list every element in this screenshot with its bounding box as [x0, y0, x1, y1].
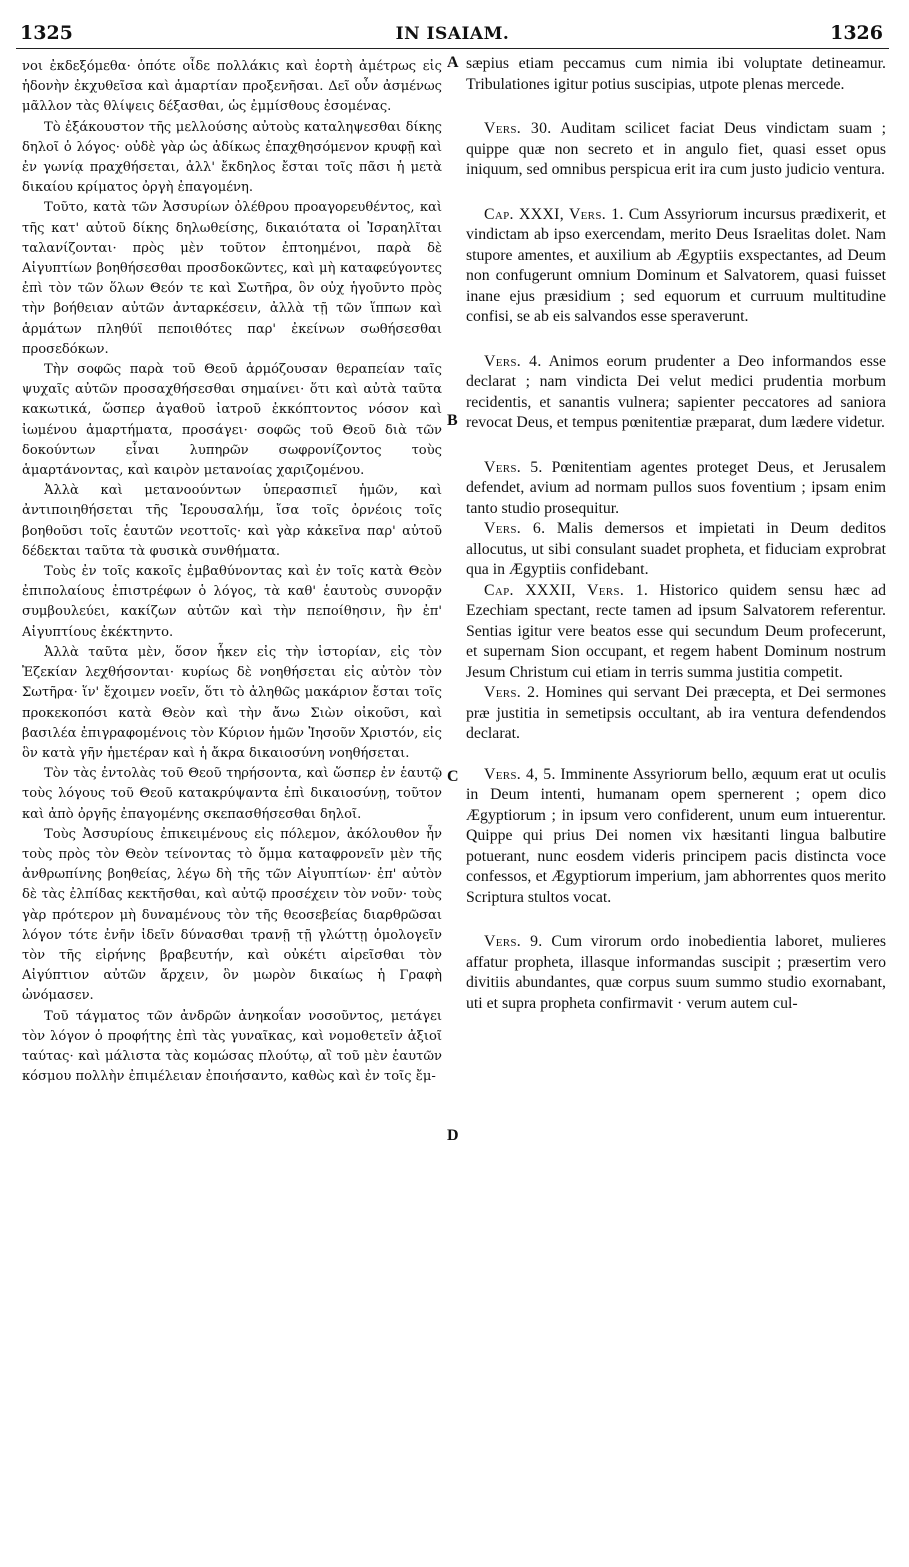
verse-reference: Vers. 4, 5. [484, 765, 556, 783]
latin-paragraph [466, 119, 886, 181]
verse-reference: Vers. 30. [484, 120, 552, 137]
latin-text: sæpius etiam peccamus cum nimia ibi voluptate detineamur. Tribulationes igitur potius suscipias, utpote plenas mercede. [466, 55, 886, 93]
latin-paragraph [466, 352, 886, 434]
margin-marker-d: D [447, 1127, 459, 1144]
running-title: IN ISAIAM. [395, 24, 510, 44]
greek-paragraph: Τοῦτο, κατὰ τῶν Ἀσσυρίων ὀλέθρου προαγορευθέντος, καὶ τῆς κατ' αὐτοῦ δίκης δηλωθείσης, δικαιότατα οἱ Ἰσραηλῖται ταλανίζονται· πρὸς μὲν τοῦτον ἐπτοημένοι, παρὰ δὲ Αἰγυπτίων βοηθήσεσθαι προσδοκῶντες, καὶ μὴ καταφεύγοντες ἐπὶ τὸν τῶν ὅλων Θεόν τε καὶ Σωτῆρα, ὃν οὐχ ἡγοῦντο πρὸς τὴν βοήθειαν αὐτῶν ἀνταρκέσειν, ἀλλὰ τῇ τῶν ἵππων καὶ ἁρμάτων πληθύϊ πεποιθότες παρ' ἐκείνων σωθήσεσθαι προσεδόκων. [22, 200, 442, 357]
verse-reference: Vers. 5. [484, 458, 543, 476]
margin-marker-a: A [447, 54, 459, 71]
margin-marker-c: C [447, 768, 459, 785]
latin-text: Homines qui servant Dei præcepta, et Dei sermones præ justitia in semetipsis occultant, ab ira ventura defendendos declarat. [466, 684, 886, 742]
verse-reference: Vers. 6. [484, 520, 546, 537]
greek-paragraph: Τοὺς Ἀσσυρίους ἐπικειμένους εἰς πόλεμον, ἀκόλουθον ἦν τοὺς πρὸς τὸν Θεὸν τείνοντας τὸ ὄμμα καταφρονεῖν μὲν τῆς ἀνθρωπίνης βοηθείας, λέγω δὴ τῆς τῶν Αἰγυπτίων· ἐπ' αὐτὸν δὲ τὰς ἐλπίδας κεκτῆσθαι, καὶ αὐτῷ προσέχειν τὸν νοῦν· τοὺς γὰρ πρότερον μὴ δυναμένους τὸν τῆς θεοσεβείας διαρθρῶσαι λόγον τότε ἐνῆν ἰδεῖν δύνασθαι τρανῇ τῇ γλώττῃ ὁμολογεῖν τὸν τῆς εἰρήνης βραβευτήν, καὶ οὐκέτι αἱρεῖσθαι τὸν Αἰγύπτιον αὐτῶν ἄρχειν, ὃν μωρὸν δικαίως ἡ Γραφὴ ὠνόμασεν. [22, 826, 442, 1004]
latin-paragraph [466, 932, 886, 1014]
greek-paragraph: Τοῦ τάγματος τῶν ἀνδρῶν ἀνηκοΐαν νοσοῦντος, μετάγει τὸν λόγον ὁ προφήτης ἐπὶ τὰς γυναῖκας, καὶ νομοθετεῖν ἀξιοῖ ταύτας· καὶ μάλιστα τὰς κομώσας πλούτῳ, αἳ τοῦ μὲν ἑαυτῶν κόσμου πολλὴν ἐπιμέλειαν ἐποιήσαντο, καθὼς καὶ ἐν τοῖς ἔμ- [22, 1008, 442, 1085]
margin-marker-b: B [447, 412, 458, 429]
greek-paragraph: Τὸν τὰς ἐντολὰς τοῦ Θεοῦ τηρήσοντα, καὶ ὥσπερ ἐν ἑαυτῷ τοὺς λόγους τοῦ Θεοῦ κατακρύψαντα ἐπὶ δικαιοσύνῃ, τοῦτον καὶ ἀπὸ ὀργῆς ἐπαγομένης σκεπασθήσεσθαι δηλοῖ. [22, 766, 442, 822]
greek-paragraph: νοι ἐκδεξόμεθα· ὁπότε οἶδε πολλάκις καὶ ἑορτὴ ἀμέτρως εἰς ἡδονὴν ἐκχυθεῖσα καὶ ἁμαρτίαν προξενῆσαι. Δεῖ οὖν ἀσμένως μᾶλλον τὰς θλίψεις δέξασθαι, ὡς ἐμμίσθους ἐσομένας. [22, 59, 442, 115]
latin-paragraph [466, 205, 886, 328]
verse-reference: Cap. XXXI, Vers. 1. [484, 205, 624, 223]
left-page-number: 1325 [20, 22, 73, 44]
latin-text: Historico quidem sensu hæc ad Ezechiam spectant, recte tamen ad ipsum Salvatorem referentur. Sentias igitur vere beatos esse qui secundum Deum profecerunt, et supernam Sion occupant, et regem habent Dominum nostrum Jesum Christum cui etiam in terris summa justitia competit. [466, 581, 887, 681]
latin-text: Pœnitentiam agentes proteget Deus, et Jerusalem defendet, avium ad normam pullos suos foventium ; ipsam enim tanto studio prosequitur. [466, 458, 886, 517]
greek-paragraph: Ἀλλὰ ταῦτα μὲν, ὅσον ἧκεν εἰς τὴν ἱστορίαν, εἰς τὸν Ἐζεκίαν λεχθήσονται· κυρίως δὲ νοηθήσεται εἰς αὐτὸν τὸν Σωτῆρα· ἵν' ἔχοιμεν νοεῖν, ὅτι τὸ ἀληθῶς μακάριον ἔσται τοῖς προκεκοπόσι κατὰ Θεὸν καὶ τὴν ἄνω Σιὼν οἰκοῦσι, καὶ βασιλέα ἐπιγραφομένοις τὸν Κύριον ἡμῶν Ἰησοῦν Χριστόν, εἰς ὃν κατὰ γῆν ἡμετέραν καὶ ἡ ἄκρα δικαιοσύνη νοηθήσεται. [22, 644, 442, 761]
verse-reference: Cap. XXXII, Vers. 1. [484, 581, 649, 599]
greek-text-column [22, 57, 442, 1087]
latin-text-column [466, 54, 886, 1014]
latin-text: Imminente Assyriorum bello, æquum erat ut oculis in Deum intenti, humanam opem spernerent ; opem dico Ægyptiorum ; in ipsum vero confiderent, unum eum intuerentur. Quippe qui prius Dei nomen vix hæsitanti lingua balbutire potuerant, nunc eosdem videris principem pacis distincta voce confessos, et Ægyptiorum imperium, jam abhorrentes quos merito Scriptura stultos vocat. [466, 765, 886, 906]
latin-paragraph [466, 54, 886, 95]
greek-paragraph: Τοὺς ἐν τοῖς κακοῖς ἐμβαθύνοντας καὶ ἐν τοῖς κατὰ Θεὸν ἐπιπολαίους ἐπιστρέφων ὁ λόγος, τὰ καθ' ἑαυτοὺς συνορᾷν συμβουλεύει, κακίζων αὐτῶν καὶ τὴν πεποίθησιν, ἣν ἐπ' Αἰγυπτίους ἐκέκτηντο. [22, 564, 442, 640]
latin-paragraph [466, 683, 886, 745]
verse-reference: Vers. 9. [484, 933, 543, 950]
page-header [16, 22, 889, 49]
latin-text: Malis demersos et impietati in Deum deditos allocutus, ut sibi consulant suadet propheta, et fiduciam exprobrat qua in Ægyptiis confidebant. [466, 520, 886, 578]
latin-paragraph [466, 581, 886, 684]
verse-reference: Vers. 4. [484, 352, 542, 370]
latin-paragraph [466, 519, 886, 581]
verse-reference: Vers. 2. [484, 684, 540, 701]
greek-paragraph: Ἀλλὰ καὶ μετανοούντων ὑπερασπιεῖ ἡμῶν, καὶ ἀντιποιηθήσεται τῆς Ἱερουσαλήμ, ἴσα τοῖς ὀρνέοις τοῖς βοηθοῦσι τοῖς ἑαυτῶν νεοττοῖς· καὶ γὰρ κἀκεῖνα παρ' αὐτοῦ δέδεκται ταῦτα τὰ φυσικὰ συνθήματα. [22, 483, 442, 559]
latin-text: Cum Assyriorum incursus prædixerit, et vindictam ab ipso exercendam, merito Deus Israelitas dolet. Nam stupore amentes, et auxilium ab Ægyptiis exspectantes, ad Deum non confugerunt omnium Dominum et Salvatorem, quasi fuisset inane ejus præsidium ; sed equorum et curruum multitudine confisi, se ab eis salvandos esse speraverunt. [466, 205, 886, 325]
latin-text: Cum virorum ordo inobedientia laboret, mulieres affatur propheta, illasque informandas suscipit ; præsertim vero divitiis abundantes, quæ corpus suum summo studio exornabant, uti et supra propheta confirmavit · verum autem cul- [466, 933, 886, 1012]
latin-text: Auditam scilicet faciat Deus vindictam suam ; quippe quæ non secreto et in angulo fiet, quasi esset opus iniquum, sed omnibus perspicua erit ira cum justo judicio ventura. [466, 120, 886, 178]
greek-paragraph: Τὴν σοφῶς παρὰ τοῦ Θεοῦ ἁρμόζουσαν θεραπείαν ταῖς ψυχαῖς αὐτῶν προσαχθήσεσθαι σημαίνει· ὅτι καὶ αὐτὰ ταῦτα κακωτικά, ὥσπερ ἀγαθοῦ ἰατροῦ ἐκκόπτοντος νόσον καὶ ἰωμένου ἁμαρτήματα, προσάγει· σοφῶς τοῦ Θεοῦ διὰ τῶν δοκούντων εἶναι λυπηρῶν σωφρονίζοντος τοὺς ἁμαρτάνοντας, καὶ καιρὸν μετανοίας χαριζομένου. [22, 362, 442, 479]
latin-text: Animos eorum prudenter a Deo informandos esse declarat ; nam vindicta Dei velut medici prudentia morbum recidentis, et sanantis vulnera; sapienter peccatores ad saniora revocat Deus, et tempus pœnitentiæ præparat, dum lædere videtur. [466, 352, 887, 431]
right-page-number: 1326 [830, 22, 883, 44]
latin-paragraph [466, 458, 886, 520]
latin-paragraph [466, 765, 886, 909]
greek-paragraph: Τὸ ἐξάκουστον τῆς μελλούσης αὐτοὺς καταληψεσθαι δίκης δηλοῖ ὁ λόγος· οὐδὲ γὰρ ὡς ἀδίκως ἐπαχθησόμενον κρυφῇ καὶ ἐν γωνίᾳ πραχθήσεται, ἀλλ' ἔκδηλος ἔσται τοῖς πᾶσι ἡ μετὰ δικαίου κρίματος ὀργὴ ἐπαγομένη. [22, 119, 442, 196]
